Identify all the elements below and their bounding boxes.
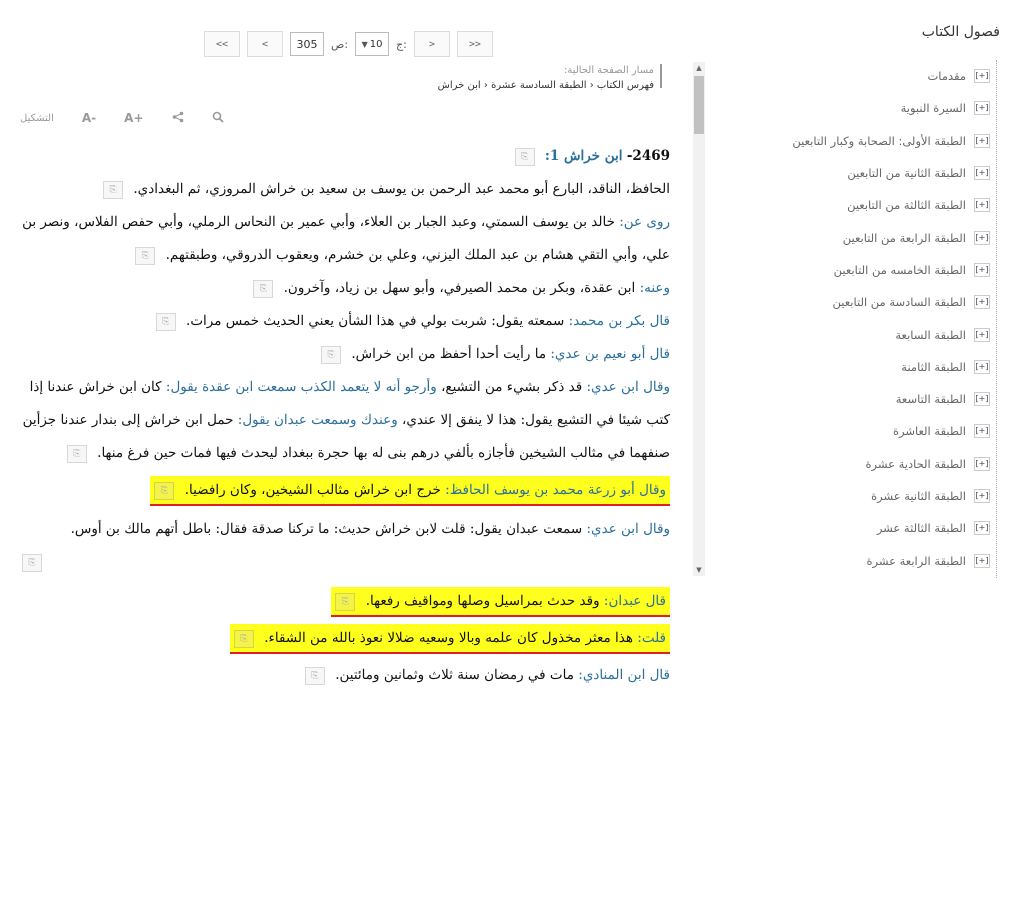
sidebar-item-label[interactable]: الطبقة الرابعة من التابعين	[842, 230, 966, 245]
sidebar-item-label[interactable]: الطبقة الثانية عشرة	[871, 489, 966, 503]
sidebar-item[interactable]	[720, 351, 1000, 383]
sidebar-item-label[interactable]: الطبقة الثالثة من التابعين	[847, 198, 966, 213]
content-scrollbar[interactable]	[693, 62, 705, 576]
expand-icon[interactable]: [+]	[974, 198, 990, 212]
paragraph	[20, 371, 670, 470]
previous-page-button[interactable]: <	[247, 31, 283, 57]
copy-icon[interactable]: ⎘	[335, 593, 355, 611]
expand-icon[interactable]: [+]	[974, 69, 990, 83]
paragraph-text: مات في رمضان سنة ثلاث وثمانين ومائتين.	[335, 667, 574, 683]
sidebar-item[interactable]	[720, 286, 1000, 318]
expand-icon[interactable]: [+]	[974, 554, 990, 568]
reader-toolbar	[20, 108, 224, 128]
paragraph	[20, 513, 670, 579]
highlight	[331, 587, 670, 617]
narrator-label: وقال ابن عدي:	[586, 379, 670, 395]
sidebar-item-label[interactable]: الطبقة الأولى: الصحابة وكبار التابعين	[792, 133, 966, 148]
sidebar-item-label[interactable]: الطبقة السابعة	[895, 327, 966, 342]
sidebar-item[interactable]	[720, 221, 1000, 253]
paragraph-text: سمعته يقول: شربت بولي في هذا الشأن يعني الحديث خمس مرات.	[186, 313, 565, 329]
sidebar-item[interactable]	[720, 189, 1000, 221]
paragraph-text: ابن عقدة، وبكر بن محمد الصيرفي، وأبو سهل بن زياد، وآخرون.	[283, 280, 636, 296]
narrator-label: قال بكر بن محمد:	[568, 313, 670, 329]
breadcrumb-divider	[660, 64, 662, 88]
highlight	[230, 624, 670, 654]
volume-value: 10	[369, 38, 383, 50]
paragraph	[20, 206, 670, 272]
paragraph-highlighted	[20, 585, 670, 618]
paragraph-text: خرج ابن خراش مثالب الشيخين، وكان رافضيا.	[184, 482, 441, 498]
paragraph-highlighted	[20, 474, 670, 507]
copy-icon[interactable]: ⎘	[103, 181, 123, 199]
copy-icon[interactable]: ⎘	[67, 445, 87, 463]
paragraph	[20, 173, 670, 206]
paragraph-text: حمل ابن خراش إلى بندار عندنا جزأين صنفهما في مثالب الشيخين فأجازه بألفي درهم بنى له بها حجرة ببغداد ليحدث فيها فمات حين فرغ منها.	[22, 412, 670, 461]
sidebar-item-label[interactable]: السيرة النبوية	[900, 101, 966, 116]
entry-heading	[20, 140, 670, 173]
narrator-label: قال أبو نعيم بن عدي:	[550, 346, 670, 362]
copy-icon[interactable]: ⎘	[253, 280, 273, 298]
copy-icon[interactable]: ⎘	[22, 554, 42, 572]
book-text	[20, 140, 670, 692]
breadcrumb-label: مسار الصفحة الحالية:	[563, 65, 654, 76]
paragraph	[20, 338, 670, 371]
font-decrease-button[interactable]: A-	[81, 111, 97, 125]
chapter-tree	[720, 60, 1000, 577]
copy-icon[interactable]: ⎘	[135, 247, 155, 265]
search-icon[interactable]	[212, 111, 224, 126]
expand-icon[interactable]: [+]	[974, 424, 990, 438]
expand-icon[interactable]: [+]	[974, 521, 990, 535]
volume-select[interactable]	[355, 32, 389, 56]
expand-icon[interactable]: [+]	[974, 392, 990, 406]
sidebar-item-label[interactable]: الطبقة الخامسه من التابعين	[833, 262, 966, 277]
expand-icon[interactable]: [+]	[974, 231, 990, 245]
paragraph	[20, 272, 670, 305]
paragraph-text: وقد حدث بمراسيل وصلها ومواقيف رفعها.	[365, 593, 600, 609]
paragraph-text: ما رأيت أحدا أحفظ من ابن خراش.	[351, 346, 547, 362]
sidebar-item-label[interactable]: مقدمات	[927, 69, 966, 84]
narrator-label: وقال أبو زرعة محمد بن يوسف الحافظ:	[445, 482, 666, 498]
narrator-label: قال ابن المنادي:	[578, 667, 670, 683]
sidebar-item-label[interactable]: الطبقة الحادية عشرة	[865, 456, 966, 471]
page-number-field[interactable]: 305	[290, 32, 324, 56]
expand-icon[interactable]: [+]	[974, 360, 990, 374]
page-label: ص:	[331, 37, 349, 51]
paragraph	[20, 659, 670, 692]
copy-icon[interactable]: ⎘	[234, 630, 254, 648]
page-navigator	[204, 30, 493, 58]
chevron-down-icon: ▼	[361, 39, 368, 49]
narrator-label: وأرجو أنه لا يتعمد الكذب سمعت ابن عقدة يقول:	[165, 379, 437, 395]
copy-icon[interactable]: ⎘	[305, 667, 325, 685]
sidebar-item[interactable]	[720, 254, 1000, 286]
highlight	[150, 476, 670, 506]
expand-icon[interactable]: [+]	[974, 489, 990, 503]
expand-icon[interactable]: [+]	[974, 295, 990, 309]
entry-title: ابن خراش 1:	[544, 148, 623, 164]
scroll-thumb[interactable]	[694, 76, 704, 134]
sidebar-item-label[interactable]: الطبقة الرابعة عشرة	[866, 553, 966, 568]
paragraph	[20, 305, 670, 338]
sidebar-item[interactable]	[720, 92, 1000, 124]
narrator-label: قلت:	[637, 630, 666, 646]
copy-icon[interactable]: ⎘	[515, 148, 535, 166]
sidebar-item-label[interactable]: الطبقة الثالثة عشر	[876, 521, 966, 536]
sidebar-item-label[interactable]: الطبقة العاشرة	[893, 424, 966, 439]
sidebar-item[interactable]	[720, 512, 1000, 544]
narrator-label: وعندك وسمعت عبدان يقول:	[237, 412, 398, 428]
copy-icon[interactable]: ⎘	[154, 482, 174, 500]
sidebar-item-label[interactable]: الطبقة السادسة من التابعين	[832, 295, 966, 310]
paragraph-text: هذا معثر مخذول كان علمه وبالا وسعيه ضلالا نعوذ بالله من الشقاء.	[264, 630, 633, 646]
narrator-label: وقال ابن عدي:	[586, 521, 670, 537]
copy-icon[interactable]: ⎘	[321, 346, 341, 364]
narrator-label: روى عن:	[619, 214, 670, 230]
next-page-button[interactable]: >	[414, 31, 450, 57]
volume-label: ج:	[396, 37, 407, 51]
expand-icon[interactable]: [+]	[974, 134, 990, 148]
copy-icon[interactable]: ⎘	[156, 313, 176, 331]
share-icon[interactable]	[172, 111, 184, 126]
breadcrumb	[340, 64, 654, 94]
sidebar-item[interactable]	[720, 415, 1000, 447]
expand-icon[interactable]: [+]	[974, 263, 990, 277]
sidebar-item[interactable]	[720, 383, 1000, 415]
scroll-up-arrow-icon[interactable]: ▲	[696, 64, 702, 72]
paragraph-text: سمعت عبدان يقول: قلت لابن خراش حديث: ما تركنا صدقة فقال: باطل أتهم مالك بن أوس.	[70, 521, 583, 537]
sidebar-item-label[interactable]: الطبقة الثانية من التابعين	[847, 166, 966, 181]
first-page-button[interactable]: <<	[204, 31, 240, 57]
expand-icon[interactable]: [+]	[974, 166, 990, 180]
sidebar-item[interactable]	[720, 125, 1000, 157]
expand-icon[interactable]: [+]	[974, 328, 990, 342]
entry-number: 2469-	[626, 148, 670, 164]
scroll-down-arrow-icon[interactable]: ▼	[696, 566, 702, 574]
expand-icon[interactable]: [+]	[974, 457, 990, 471]
sidebar-item[interactable]	[720, 60, 1000, 92]
font-increase-button[interactable]: A+	[124, 111, 144, 125]
narrator-label: وعنه:	[639, 280, 670, 296]
sidebar-item[interactable]	[720, 448, 1000, 480]
sidebar-item[interactable]	[720, 480, 1000, 512]
sidebar-item-label[interactable]: الطبقة الثامنة	[901, 359, 966, 374]
sidebar-item[interactable]	[720, 157, 1000, 189]
sidebar-title: فصول الكتاب	[921, 24, 1000, 40]
sidebar-item-label[interactable]: الطبقة التاسعة	[895, 392, 966, 407]
breadcrumb-path[interactable]: فهرس الكتاب ‹ الطبقة السادسة عشرة ‹ ابن خراش	[437, 80, 654, 91]
narrator-label: قال عبدان:	[603, 593, 666, 609]
paragraph-highlighted	[20, 622, 670, 655]
last-page-button[interactable]: >>	[457, 31, 493, 57]
paragraph-text: قد ذكر بشيء من التشيع،	[441, 379, 583, 395]
paragraph-text: خالد بن يوسف السمتي، وعبد الجبار بن العلاء، وأبي عمير بن النحاس الرملي، وأبي حفص الفلاس، ونصر بن علي، وأبي التقي هشام بن عبد الملك اليزني، وعلي بن خشرم، ويعقوب الدروقي، وطبقتهم.	[22, 214, 670, 263]
expand-icon[interactable]: [+]	[974, 101, 990, 115]
paragraph-text: الحافظ، الناقد، البارع أبو محمد عبد الرحمن بن يوسف بن سعيد بن خراش المروزي، ثم البغدادي.	[133, 181, 670, 197]
diacritics-toggle[interactable]: التشكيل	[20, 112, 54, 124]
sidebar-item[interactable]	[720, 544, 1000, 576]
paragraph-text: كان ابن خراش عندنا إذا كتب شيئا في التشيع يقول: هذا لا ينفق إلا عندي،	[29, 379, 670, 428]
sidebar-item[interactable]	[720, 318, 1000, 350]
